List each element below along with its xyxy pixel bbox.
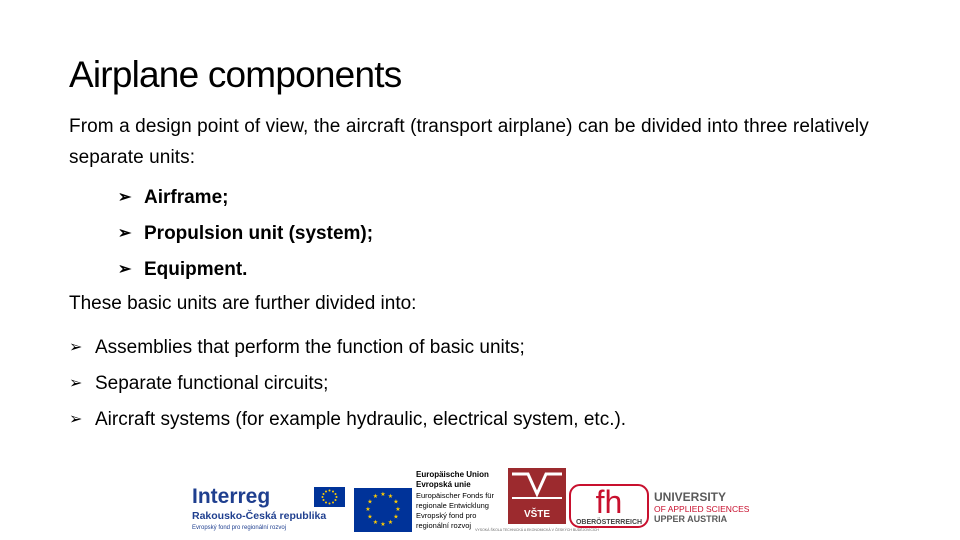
eu-funding-text bbox=[416, 468, 508, 534]
arrowhead-right-icon: ➢ bbox=[69, 375, 83, 392]
svg-text:★: ★ bbox=[393, 498, 399, 506]
svg-text:OF APPLIED SCIENCES: OF APPLIED SCIENCES bbox=[654, 504, 750, 514]
svg-text:OBERÖSTERREICH: OBERÖSTERREICH bbox=[575, 519, 643, 526]
intro-paragraph: From a design point of view, the aircraft (transport airplane) can be divided into three relatively separate units: bbox=[69, 116, 869, 168]
page-title: Airplane components bbox=[69, 54, 402, 95]
list-item: ➢ Separate functional circuits; bbox=[69, 366, 626, 402]
list-item: ➢ Equipment. bbox=[118, 252, 373, 288]
arrowhead-right-icon: ➢ bbox=[69, 339, 83, 356]
svg-text:fh: fh bbox=[595, 484, 623, 520]
units-list bbox=[118, 180, 373, 288]
list-item: ➢ Airframe; bbox=[118, 180, 373, 216]
arrowhead-right-icon: ➢ bbox=[118, 225, 132, 242]
arrowhead-right-icon: ➢ bbox=[69, 411, 83, 428]
interreg-logo bbox=[190, 484, 348, 532]
list-item: ➢ Aircraft systems (for example hydraulic, electrical system, etc.). bbox=[69, 402, 626, 438]
interreg-wordmark: Interreg bbox=[192, 485, 271, 508]
subheading: These basic units are further divided into: bbox=[69, 293, 417, 314]
eu-flag-icon bbox=[354, 488, 412, 532]
subdivisions-list bbox=[69, 330, 626, 438]
vste-logo bbox=[475, 468, 599, 538]
svg-text:UNIVERSITY: UNIVERSITY bbox=[654, 490, 727, 504]
svg-text:Evropský fond pro: Evropský fond pro bbox=[416, 511, 477, 520]
svg-text:★: ★ bbox=[380, 521, 386, 528]
svg-text:★: ★ bbox=[387, 519, 394, 526]
logo-strip bbox=[0, 460, 960, 540]
svg-text:★: ★ bbox=[372, 493, 379, 500]
arrowhead-right-icon: ➢ bbox=[118, 261, 132, 278]
svg-text:regionale Entwicklung: regionale Entwicklung bbox=[416, 501, 489, 510]
svg-text:★: ★ bbox=[365, 506, 371, 513]
svg-text:★: ★ bbox=[387, 493, 394, 500]
list-item: ➢ Assemblies that perform the function of basic units; bbox=[69, 330, 626, 366]
svg-text:UPPER AUSTRIA: UPPER AUSTRIA bbox=[654, 514, 728, 524]
svg-text:Europäische Union: Europäische Union bbox=[416, 470, 489, 479]
arrowhead-right-icon: ➢ bbox=[118, 189, 132, 206]
svg-text:Evropská unie: Evropská unie bbox=[416, 480, 471, 489]
svg-text:VŠTE: VŠTE bbox=[523, 509, 551, 520]
svg-text:★: ★ bbox=[372, 519, 379, 526]
svg-text:★: ★ bbox=[367, 498, 373, 506]
interreg-region: Rakousko-Česká republika bbox=[192, 510, 327, 522]
svg-text:VYSOKÁ ŠKOLA TECHNICKÁ A EKONO: VYSOKÁ ŠKOLA TECHNICKÁ A EKONOMICKÁ V ČESKÝCH BUDĚJOVICÍCH bbox=[475, 528, 599, 532]
svg-text:★: ★ bbox=[395, 506, 401, 513]
fh-logo bbox=[569, 484, 649, 528]
list-item: ➢ Propulsion unit (system); bbox=[118, 216, 373, 252]
svg-text:Europäischer Fonds für: Europäischer Fonds für bbox=[416, 491, 494, 500]
fh-university-text bbox=[654, 490, 750, 526]
interreg-tagline: Evropský fond pro regionální rozvoj bbox=[192, 525, 287, 531]
svg-text:★: ★ bbox=[380, 491, 386, 498]
svg-text:★: ★ bbox=[367, 513, 373, 521]
svg-text:★: ★ bbox=[393, 513, 399, 521]
svg-text:regionální rozvoj: regionální rozvoj bbox=[416, 521, 472, 530]
